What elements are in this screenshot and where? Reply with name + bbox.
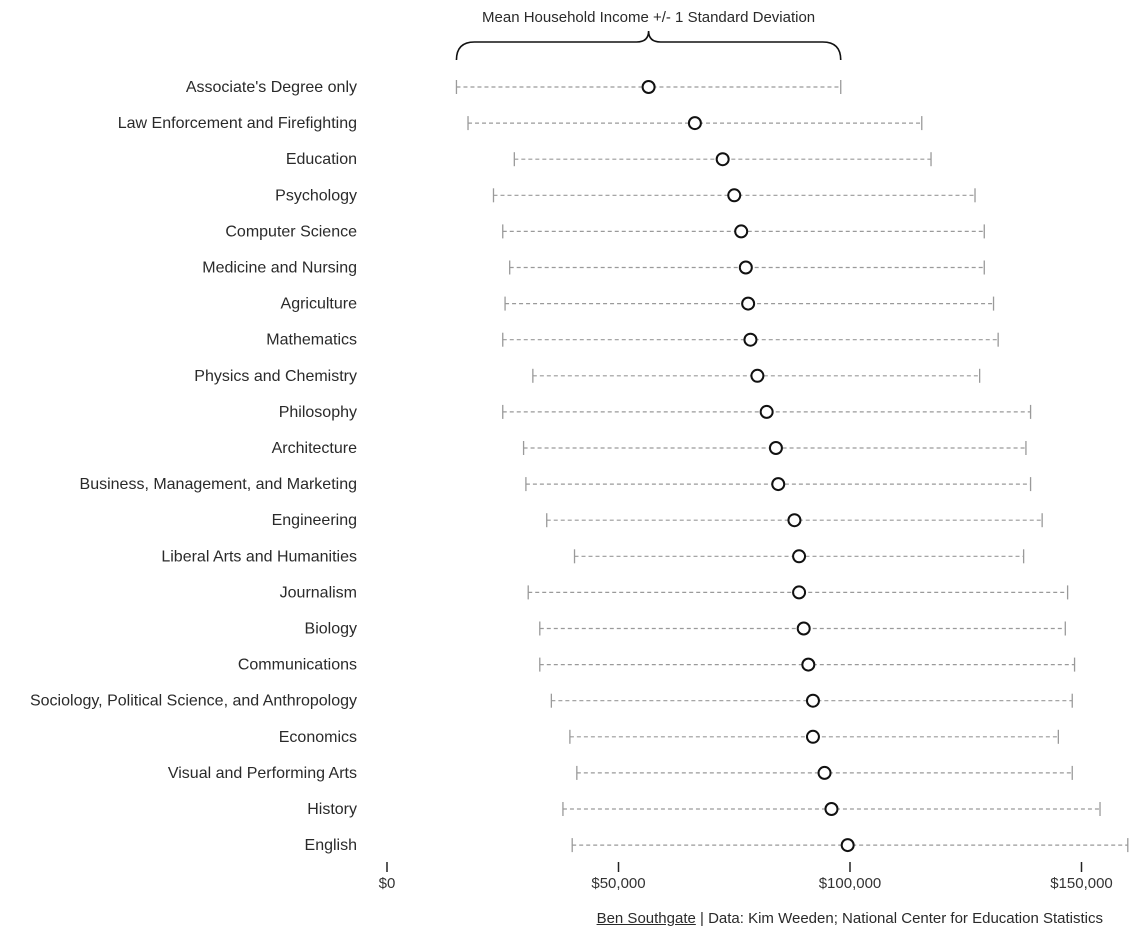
data-source: Data: Kim Weeden; National Center for Education Statistics <box>708 910 1103 927</box>
x-tick-label: $150,000 <box>1050 875 1113 892</box>
row <box>305 621 1066 638</box>
row <box>279 729 1059 746</box>
category-label: Visual and Performing Arts <box>167 764 357 782</box>
mean-point <box>772 478 784 490</box>
row <box>194 368 979 385</box>
category-label: Sociology, Political Science, and Anthropology <box>29 692 357 710</box>
mean-point <box>819 767 831 779</box>
row <box>272 440 1026 457</box>
row <box>272 512 1043 529</box>
annotation <box>456 9 840 60</box>
category-label: Psychology <box>275 187 357 205</box>
row <box>161 548 1023 565</box>
x-axis <box>379 862 1113 892</box>
row <box>286 151 931 168</box>
row <box>118 115 922 132</box>
category-label: Physics and Chemistry <box>194 367 357 385</box>
category-label: Architecture <box>271 440 357 457</box>
credit-separator: | <box>695 910 709 927</box>
category-label: Journalism <box>279 584 357 602</box>
category-label: Economics <box>278 728 357 746</box>
row <box>275 187 975 204</box>
mean-point <box>742 298 754 310</box>
mean-point <box>735 225 747 237</box>
category-label: Business, Management, and Marketing <box>79 476 357 494</box>
mean-point <box>807 731 819 743</box>
category-label: Law Enforcement and Firefighting <box>117 115 357 133</box>
category-label: Agriculture <box>280 295 357 313</box>
category-label: Engineering <box>271 512 357 530</box>
x-tick-label: $0 <box>378 875 396 892</box>
category-label: Liberal Arts and Humanities <box>161 548 357 566</box>
row <box>266 332 998 349</box>
annotation-label: Mean Household Income +/- 1 Standard Deviation <box>482 9 816 26</box>
category-label: English <box>304 837 357 855</box>
mean-point <box>761 406 773 418</box>
x-tick-label: $100,000 <box>818 875 882 892</box>
row <box>280 584 1068 601</box>
row <box>168 765 1072 782</box>
mean-point <box>802 659 814 671</box>
author-link[interactable]: Ben Southgate <box>596 910 696 927</box>
mean-point <box>798 623 810 635</box>
mean-point <box>807 695 819 707</box>
row <box>80 476 1031 493</box>
mean-point <box>793 586 805 598</box>
mean-point <box>643 81 655 93</box>
row <box>238 657 1075 674</box>
mean-point <box>744 334 756 346</box>
credit-line <box>0 910 1103 927</box>
mean-point <box>751 370 763 382</box>
row <box>186 79 841 96</box>
category-label: Philosophy <box>278 403 357 421</box>
mean-point <box>740 262 752 274</box>
mean-point <box>842 839 854 851</box>
category-label: Associate's Degree only <box>185 79 357 96</box>
annotation-brace <box>456 31 840 60</box>
category-label: Medicine and Nursing <box>202 259 357 277</box>
row <box>202 260 984 277</box>
mean-point <box>717 153 729 165</box>
row <box>279 404 1031 421</box>
row <box>307 801 1100 818</box>
category-label: Mathematics <box>266 331 357 349</box>
mean-point <box>788 514 800 526</box>
row <box>225 223 984 240</box>
mean-point <box>793 550 805 562</box>
category-label: Education <box>285 151 357 169</box>
category-label: Communications <box>237 656 357 674</box>
row <box>30 693 1072 710</box>
category-label: Computer Science <box>225 223 357 241</box>
rows <box>30 79 1128 854</box>
mean-point <box>728 189 740 201</box>
x-tick-label: $50,000 <box>591 875 646 892</box>
mean-point <box>825 803 837 815</box>
mean-point <box>770 442 782 454</box>
row <box>281 296 994 313</box>
category-label: History <box>307 801 357 818</box>
row <box>305 837 1128 854</box>
category-label: Biology <box>304 620 357 638</box>
mean-point <box>689 117 701 129</box>
